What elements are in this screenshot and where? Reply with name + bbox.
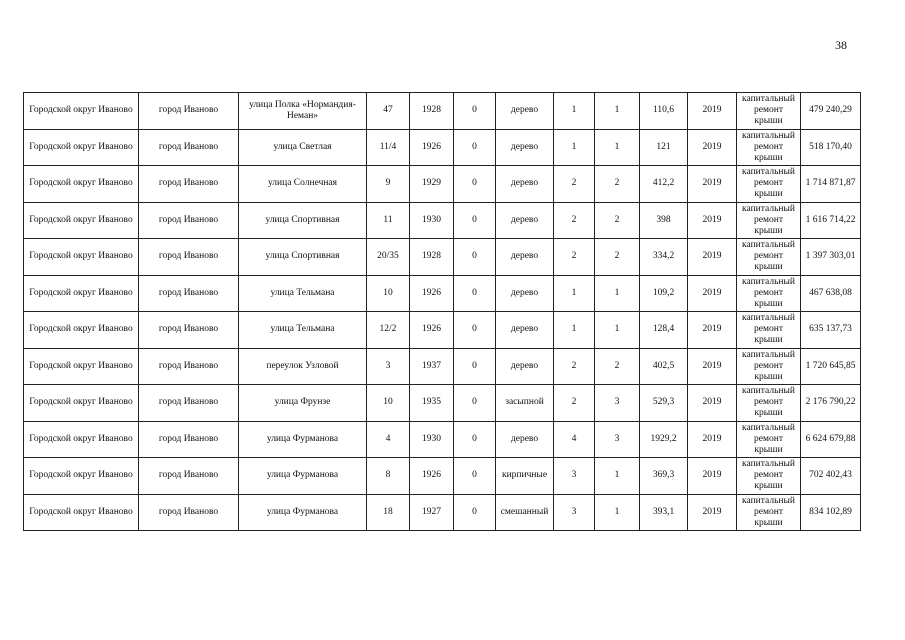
table-row — [24, 275, 861, 312]
cell-floors: 2 — [554, 239, 595, 276]
cell-work-type: капитальный ремонт крыши — [737, 239, 801, 276]
cell-area: 1929,2 — [640, 421, 688, 458]
cell-street: переулок Узловой — [239, 348, 367, 385]
cell-area: 369,3 — [640, 458, 688, 495]
cell-cost: 467 638,08 — [801, 275, 861, 312]
cell-build-year: 1930 — [410, 421, 454, 458]
cell-build-year: 1926 — [410, 275, 454, 312]
cell-cost: 1 397 303,01 — [801, 239, 861, 276]
table-row — [24, 385, 861, 422]
cell-street: улица Солнечная — [239, 166, 367, 203]
cell-house-number: 47 — [367, 93, 410, 130]
cell-commissioning-year: 0 — [454, 275, 496, 312]
cell-municipality: Городской округ Иваново — [24, 312, 139, 349]
page-number: 38 — [835, 38, 847, 52]
cell-build-year: 1927 — [410, 494, 454, 531]
housing-table — [23, 92, 861, 531]
cell-cost: 1 720 645,85 — [801, 348, 861, 385]
cell-floors: 3 — [554, 494, 595, 531]
cell-settlement: город Иваново — [139, 202, 239, 239]
cell-house-number: 11/4 — [367, 129, 410, 166]
table-row — [24, 129, 861, 166]
table-row — [24, 166, 861, 203]
cell-entrances: 3 — [595, 421, 640, 458]
cell-cost: 479 240,29 — [801, 93, 861, 130]
cell-work-year: 2019 — [688, 421, 737, 458]
cell-municipality: Городской округ Иваново — [24, 202, 139, 239]
cell-settlement: город Иваново — [139, 348, 239, 385]
cell-work-type: капитальный ремонт крыши — [737, 93, 801, 130]
cell-cost: 518 170,40 — [801, 129, 861, 166]
cell-settlement: город Иваново — [139, 385, 239, 422]
cell-work-type: капитальный ремонт крыши — [737, 385, 801, 422]
cell-settlement: город Иваново — [139, 312, 239, 349]
cell-wall-material: смешанный — [496, 494, 554, 531]
cell-settlement: город Иваново — [139, 129, 239, 166]
cell-work-year: 2019 — [688, 93, 737, 130]
cell-entrances: 2 — [595, 166, 640, 203]
cell-wall-material: засыпной — [496, 385, 554, 422]
cell-work-year: 2019 — [688, 275, 737, 312]
cell-wall-material: дерево — [496, 166, 554, 203]
cell-house-number: 10 — [367, 275, 410, 312]
cell-area: 121 — [640, 129, 688, 166]
table-row — [24, 348, 861, 385]
table-row — [24, 458, 861, 495]
cell-commissioning-year: 0 — [454, 202, 496, 239]
table-body — [24, 93, 861, 531]
cell-area: 529,3 — [640, 385, 688, 422]
cell-street: улица Фурманова — [239, 494, 367, 531]
cell-house-number: 20/35 — [367, 239, 410, 276]
cell-settlement: город Иваново — [139, 421, 239, 458]
cell-cost: 2 176 790,22 — [801, 385, 861, 422]
cell-municipality: Городской округ Иваново — [24, 348, 139, 385]
cell-cost: 1 616 714,22 — [801, 202, 861, 239]
cell-floors: 1 — [554, 275, 595, 312]
cell-work-type: капитальный ремонт крыши — [737, 494, 801, 531]
cell-wall-material: дерево — [496, 202, 554, 239]
cell-commissioning-year: 0 — [454, 312, 496, 349]
cell-entrances: 1 — [595, 93, 640, 130]
cell-area: 110,6 — [640, 93, 688, 130]
cell-floors: 1 — [554, 129, 595, 166]
cell-area: 412,2 — [640, 166, 688, 203]
cell-floors: 2 — [554, 385, 595, 422]
cell-wall-material: дерево — [496, 93, 554, 130]
cell-entrances: 1 — [595, 458, 640, 495]
cell-commissioning-year: 0 — [454, 458, 496, 495]
cell-street: улица Спортивная — [239, 202, 367, 239]
cell-commissioning-year: 0 — [454, 421, 496, 458]
cell-street: улица Спортивная — [239, 239, 367, 276]
cell-house-number: 9 — [367, 166, 410, 203]
cell-work-type: капитальный ремонт крыши — [737, 129, 801, 166]
table-row — [24, 239, 861, 276]
cell-commissioning-year: 0 — [454, 348, 496, 385]
cell-street: улица Светлая — [239, 129, 367, 166]
cell-work-year: 2019 — [688, 312, 737, 349]
cell-entrances: 1 — [595, 129, 640, 166]
cell-municipality: Городской округ Иваново — [24, 421, 139, 458]
cell-wall-material: кирпичные — [496, 458, 554, 495]
cell-build-year: 1926 — [410, 458, 454, 495]
cell-area: 109,2 — [640, 275, 688, 312]
table-row — [24, 494, 861, 531]
cell-house-number: 3 — [367, 348, 410, 385]
cell-settlement: город Иваново — [139, 494, 239, 531]
cell-wall-material: дерево — [496, 239, 554, 276]
cell-commissioning-year: 0 — [454, 385, 496, 422]
cell-entrances: 3 — [595, 385, 640, 422]
cell-commissioning-year: 0 — [454, 239, 496, 276]
cell-commissioning-year: 0 — [454, 129, 496, 166]
cell-settlement: город Иваново — [139, 275, 239, 312]
table-row — [24, 312, 861, 349]
cell-street: улица Фурманова — [239, 421, 367, 458]
cell-settlement: город Иваново — [139, 239, 239, 276]
cell-floors: 4 — [554, 421, 595, 458]
cell-floors: 1 — [554, 312, 595, 349]
cell-floors: 3 — [554, 458, 595, 495]
cell-work-type: капитальный ремонт крыши — [737, 421, 801, 458]
cell-municipality: Городской округ Иваново — [24, 494, 139, 531]
cell-build-year: 1937 — [410, 348, 454, 385]
cell-settlement: город Иваново — [139, 93, 239, 130]
cell-work-year: 2019 — [688, 239, 737, 276]
table-row — [24, 93, 861, 130]
cell-area: 398 — [640, 202, 688, 239]
cell-street: улица Фрунзе — [239, 385, 367, 422]
cell-floors: 2 — [554, 348, 595, 385]
cell-build-year: 1926 — [410, 129, 454, 166]
cell-entrances: 1 — [595, 275, 640, 312]
cell-settlement: город Иваново — [139, 166, 239, 203]
cell-work-year: 2019 — [688, 129, 737, 166]
cell-cost: 702 402,43 — [801, 458, 861, 495]
cell-build-year: 1929 — [410, 166, 454, 203]
cell-municipality: Городской округ Иваново — [24, 385, 139, 422]
cell-cost: 834 102,89 — [801, 494, 861, 531]
cell-house-number: 10 — [367, 385, 410, 422]
cell-cost: 635 137,73 — [801, 312, 861, 349]
cell-floors: 2 — [554, 202, 595, 239]
cell-area: 402,5 — [640, 348, 688, 385]
cell-street: улица Тельмана — [239, 312, 367, 349]
table-row — [24, 202, 861, 239]
cell-work-type: капитальный ремонт крыши — [737, 166, 801, 203]
cell-work-type: капитальный ремонт крыши — [737, 202, 801, 239]
cell-commissioning-year: 0 — [454, 166, 496, 203]
cell-build-year: 1926 — [410, 312, 454, 349]
cell-municipality: Городской округ Иваново — [24, 129, 139, 166]
cell-municipality: Городской округ Иваново — [24, 458, 139, 495]
cell-area: 393,1 — [640, 494, 688, 531]
cell-work-year: 2019 — [688, 385, 737, 422]
cell-cost: 1 714 871,87 — [801, 166, 861, 203]
cell-street: улица Полка «Нормандия-Неман» — [239, 93, 367, 130]
cell-work-year: 2019 — [688, 458, 737, 495]
cell-entrances: 2 — [595, 348, 640, 385]
cell-entrances: 1 — [595, 312, 640, 349]
cell-build-year: 1928 — [410, 93, 454, 130]
cell-municipality: Городской округ Иваново — [24, 239, 139, 276]
cell-work-year: 2019 — [688, 166, 737, 203]
cell-build-year: 1935 — [410, 385, 454, 422]
cell-wall-material: дерево — [496, 275, 554, 312]
cell-house-number: 11 — [367, 202, 410, 239]
cell-entrances: 2 — [595, 239, 640, 276]
cell-area: 334,2 — [640, 239, 688, 276]
cell-municipality: Городской округ Иваново — [24, 93, 139, 130]
cell-build-year: 1930 — [410, 202, 454, 239]
cell-work-type: капитальный ремонт крыши — [737, 348, 801, 385]
cell-wall-material: дерево — [496, 129, 554, 166]
cell-wall-material: дерево — [496, 421, 554, 458]
cell-commissioning-year: 0 — [454, 494, 496, 531]
cell-entrances: 1 — [595, 494, 640, 531]
cell-work-type: капитальный ремонт крыши — [737, 275, 801, 312]
table-row — [24, 421, 861, 458]
cell-floors: 1 — [554, 93, 595, 130]
cell-house-number: 4 — [367, 421, 410, 458]
cell-wall-material: дерево — [496, 348, 554, 385]
cell-street: улица Тельмана — [239, 275, 367, 312]
cell-work-year: 2019 — [688, 494, 737, 531]
cell-wall-material: дерево — [496, 312, 554, 349]
cell-house-number: 8 — [367, 458, 410, 495]
cell-street: улица Фурманова — [239, 458, 367, 495]
cell-house-number: 12/2 — [367, 312, 410, 349]
cell-municipality: Городской округ Иваново — [24, 166, 139, 203]
cell-work-year: 2019 — [688, 348, 737, 385]
cell-work-type: капитальный ремонт крыши — [737, 458, 801, 495]
cell-area: 128,4 — [640, 312, 688, 349]
cell-municipality: Городской округ Иваново — [24, 275, 139, 312]
cell-commissioning-year: 0 — [454, 93, 496, 130]
cell-house-number: 18 — [367, 494, 410, 531]
cell-build-year: 1928 — [410, 239, 454, 276]
cell-entrances: 2 — [595, 202, 640, 239]
cell-settlement: город Иваново — [139, 458, 239, 495]
cell-work-year: 2019 — [688, 202, 737, 239]
cell-floors: 2 — [554, 166, 595, 203]
cell-work-type: капитальный ремонт крыши — [737, 312, 801, 349]
cell-cost: 6 624 679,88 — [801, 421, 861, 458]
